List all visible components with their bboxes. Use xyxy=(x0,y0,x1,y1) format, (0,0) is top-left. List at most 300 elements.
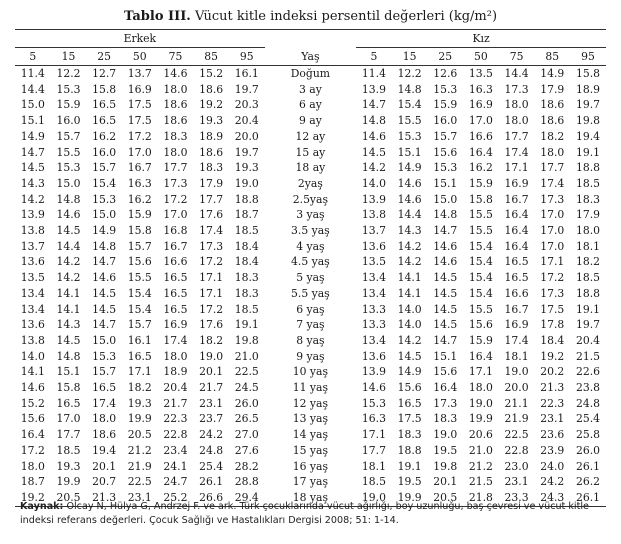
male-value-cell: 18.3 xyxy=(234,286,259,300)
table-row xyxy=(15,145,606,161)
male-value-cell: 16.5 xyxy=(163,286,188,300)
female-value-cell: 13.8 xyxy=(361,208,386,222)
female-value-cell: 24.0 xyxy=(540,459,565,473)
female-value-cell: 18.6 xyxy=(540,98,565,112)
male-value-cell: 15.7 xyxy=(92,161,117,175)
male-value-cell: 17.1 xyxy=(127,365,152,379)
female-value-cell: 18.5 xyxy=(576,176,601,190)
female-value-cell: 26.2 xyxy=(576,475,601,489)
female-value-cell: 14.2 xyxy=(397,333,422,347)
table-row xyxy=(15,443,606,459)
female-value-cell: 14.6 xyxy=(397,192,422,206)
female-value-cell: 14.1 xyxy=(397,286,422,300)
female-value-cell: 19.0 xyxy=(468,396,493,410)
female-value-cell: 18.1 xyxy=(361,459,386,473)
female-value-cell: 15.4 xyxy=(468,239,493,253)
female-value-cell: 17.9 xyxy=(576,208,601,222)
female-value-cell: 18.3 xyxy=(576,192,601,206)
female-value-cell: 13.6 xyxy=(361,239,386,253)
female-value-cell: 15.4 xyxy=(468,286,493,300)
age-cell: 15 yaş xyxy=(292,443,329,457)
male-value-cell: 16.2 xyxy=(127,192,152,206)
group-female: Kız xyxy=(356,30,606,48)
male-value-cell: 16.3 xyxy=(127,176,152,190)
male-value-cell: 18.6 xyxy=(92,428,117,442)
female-value-cell: 14.2 xyxy=(397,255,422,269)
table-row xyxy=(15,97,606,113)
table-row xyxy=(15,364,606,380)
age-cell: 18 ay xyxy=(295,161,326,175)
male-value-cell: 15.0 xyxy=(92,333,117,347)
male-value-cell: 19.4 xyxy=(92,443,117,457)
table-row xyxy=(15,254,606,270)
male-value-cell: 19.3 xyxy=(234,161,259,175)
male-value-cell: 18.5 xyxy=(234,224,259,238)
male-value-cell: 14.1 xyxy=(20,365,45,379)
female-value-cell: 18.1 xyxy=(504,349,529,363)
male-value-cell: 24.5 xyxy=(234,381,259,395)
female-value-cell: 14.2 xyxy=(361,161,386,175)
male-value-cell: 15.7 xyxy=(92,365,117,379)
female-value-cell: 23.0 xyxy=(504,459,529,473)
male-value-cell: 18.5 xyxy=(56,443,81,457)
male-value-cell: 29.4 xyxy=(229,490,265,506)
female-value-cell: 19.0 xyxy=(504,365,529,379)
female-value-cell: 12.2 xyxy=(397,67,422,80)
male-value-cell: 18.3 xyxy=(234,271,259,285)
female-value-cell: 24.3 xyxy=(534,490,570,506)
female-value-cell: 20.4 xyxy=(576,333,601,347)
table-row xyxy=(15,66,606,82)
female-value-cell: 17.0 xyxy=(540,208,565,222)
female-value-cell: 15.9 xyxy=(468,176,493,190)
male-value-cell: 18.3 xyxy=(163,129,188,143)
male-value-cell: 19.3 xyxy=(56,459,81,473)
female-value-cell: 14.5 xyxy=(433,302,458,316)
female-value-cell: 17.4 xyxy=(504,333,529,347)
female-value-cell: 15.4 xyxy=(397,98,422,112)
male-value-cell: 16.9 xyxy=(127,82,152,96)
female-value-cell: 21.9 xyxy=(504,412,529,426)
male-value-cell: 17.6 xyxy=(199,208,224,222)
male-value-cell: 14.5 xyxy=(56,224,81,238)
male-value-cell: 16.5 xyxy=(163,271,188,285)
age-cell: 12 ay xyxy=(295,129,326,143)
male-value-cell: 14.3 xyxy=(56,318,81,332)
female-value-cell: 17.4 xyxy=(504,145,529,159)
male-value-cell: 26.5 xyxy=(234,412,259,426)
female-value-cell: 16.9 xyxy=(468,98,493,112)
female-value-cell: 12.6 xyxy=(433,67,458,80)
male-value-cell: 13.8 xyxy=(20,333,45,347)
female-value-cell: 18.8 xyxy=(576,286,601,300)
male-value-cell: 16.7 xyxy=(163,239,188,253)
male-value-cell: 21.7 xyxy=(199,381,224,395)
male-value-cell: 19.1 xyxy=(234,318,259,332)
male-value-cell: 26.0 xyxy=(234,396,259,410)
male-value-cell: 14.1 xyxy=(56,286,81,300)
female-value-cell: 23.3 xyxy=(499,490,535,506)
female-value-cell: 19.9 xyxy=(392,490,428,506)
female-value-cell: 16.4 xyxy=(468,349,493,363)
bmi-percentile-table xyxy=(15,29,606,507)
male-value-cell: 22.5 xyxy=(234,365,259,379)
female-value-cell: 19.0 xyxy=(433,428,458,442)
male-value-cell: 23.4 xyxy=(163,443,188,457)
male-value-cell: 16.5 xyxy=(163,302,188,316)
age-cell: 4.5 yaş xyxy=(291,255,330,269)
male-value-cell: 15.6 xyxy=(127,255,152,269)
female-value-cell: 21.3 xyxy=(540,381,565,395)
male-value-cell: 14.5 xyxy=(20,161,45,175)
female-value-cell: 23.9 xyxy=(540,443,565,457)
male-value-cell: 15.0 xyxy=(92,208,117,222)
male-value-cell: 28.8 xyxy=(234,475,259,489)
female-value-cell: 18.6 xyxy=(540,114,565,128)
source-label: Kaynak: xyxy=(20,501,64,512)
female-value-cell: 17.8 xyxy=(540,318,565,332)
female-value-cell: 18.0 xyxy=(504,98,529,112)
age-cell: 2yaş xyxy=(297,176,323,190)
male-value-cell: 14.1 xyxy=(56,302,81,316)
col-header-female: 75 xyxy=(499,48,535,66)
male-value-cell: 15.0 xyxy=(56,176,81,190)
table-title xyxy=(0,9,621,24)
female-value-cell: 18.8 xyxy=(397,443,422,457)
male-value-cell: 25.4 xyxy=(199,459,224,473)
male-value-cell: 18.0 xyxy=(92,412,117,426)
female-value-cell: 13.4 xyxy=(361,333,386,347)
female-value-cell: 18.2 xyxy=(540,129,565,143)
male-value-cell: 18.0 xyxy=(163,145,188,159)
female-value-cell: 13.6 xyxy=(361,349,386,363)
female-value-cell: 21.1 xyxy=(504,396,529,410)
female-value-cell: 18.2 xyxy=(576,255,601,269)
male-value-cell: 19.8 xyxy=(234,333,259,347)
male-value-cell: 18.0 xyxy=(20,459,45,473)
female-value-cell: 15.5 xyxy=(397,114,422,128)
group-spacer xyxy=(265,30,356,48)
male-value-cell: 15.8 xyxy=(56,381,81,395)
table-row xyxy=(15,317,606,333)
female-value-cell: 22.3 xyxy=(540,396,565,410)
female-value-cell: 16.4 xyxy=(504,239,529,253)
male-value-cell: 18.7 xyxy=(234,208,259,222)
female-value-cell: 22.8 xyxy=(504,443,529,457)
male-value-cell: 15.9 xyxy=(56,98,81,112)
table-row xyxy=(15,411,606,427)
male-value-cell: 18.6 xyxy=(199,82,224,96)
male-value-cell: 15.2 xyxy=(20,396,45,410)
table-row xyxy=(15,160,606,176)
female-value-cell: 14.3 xyxy=(397,224,422,238)
female-value-cell: 14.7 xyxy=(361,98,386,112)
table-row xyxy=(15,396,606,412)
male-value-cell: 19.2 xyxy=(199,98,224,112)
male-value-cell: 18.9 xyxy=(163,365,188,379)
female-value-cell: 19.7 xyxy=(576,318,601,332)
group-header-row xyxy=(15,30,606,48)
female-value-cell: 18.9 xyxy=(576,82,601,96)
male-value-cell: 15.4 xyxy=(127,302,152,316)
col-header-female: 5 xyxy=(356,48,392,66)
male-value-cell: 14.8 xyxy=(56,192,81,206)
female-value-cell: 14.9 xyxy=(397,161,422,175)
female-value-cell: 18.3 xyxy=(397,428,422,442)
female-value-cell: 17.1 xyxy=(504,161,529,175)
female-value-cell: 15.3 xyxy=(433,161,458,175)
male-value-cell: 19.7 xyxy=(234,82,259,96)
male-value-cell: 17.0 xyxy=(56,412,81,426)
male-value-cell: 16.0 xyxy=(92,145,117,159)
male-value-cell: 14.3 xyxy=(20,176,45,190)
male-value-cell: 17.1 xyxy=(199,286,224,300)
male-value-cell: 17.2 xyxy=(199,255,224,269)
female-value-cell: 14.6 xyxy=(397,176,422,190)
female-value-cell: 19.0 xyxy=(356,490,392,506)
male-value-cell: 21.9 xyxy=(127,459,152,473)
male-value-cell: 24.2 xyxy=(199,428,224,442)
table-row xyxy=(15,474,606,490)
male-value-cell: 16.8 xyxy=(163,224,188,238)
female-value-cell: 13.3 xyxy=(361,318,386,332)
male-value-cell: 15.1 xyxy=(20,114,45,128)
male-value-cell: 20.1 xyxy=(92,459,117,473)
male-value-cell: 14.5 xyxy=(92,302,117,316)
age-cell: 6 yaş xyxy=(296,302,325,316)
male-value-cell: 11.4 xyxy=(20,67,45,80)
male-value-cell: 19.3 xyxy=(199,114,224,128)
male-value-cell: 15.6 xyxy=(20,412,45,426)
table-title-lead: Tablo III. xyxy=(123,9,191,24)
female-value-cell: 17.3 xyxy=(504,82,529,96)
male-value-cell: 19.3 xyxy=(127,396,152,410)
male-value-cell: 13.6 xyxy=(20,255,45,269)
female-value-cell: 16.4 xyxy=(504,224,529,238)
female-value-cell: 16.4 xyxy=(468,145,493,159)
male-value-cell: 17.1 xyxy=(199,271,224,285)
table-row xyxy=(15,459,606,475)
female-value-cell: 26.0 xyxy=(576,443,601,457)
male-value-cell: 16.4 xyxy=(20,428,45,442)
female-value-cell: 14.6 xyxy=(361,381,386,395)
female-value-cell: 14.5 xyxy=(433,318,458,332)
female-value-cell: 20.2 xyxy=(540,365,565,379)
male-value-cell: 22.5 xyxy=(127,475,152,489)
male-value-cell: 15.8 xyxy=(127,224,152,238)
age-cell: 10 yaş xyxy=(292,365,329,379)
female-value-cell: 19.4 xyxy=(576,129,601,143)
male-value-cell: 20.4 xyxy=(234,114,259,128)
male-value-cell: 18.2 xyxy=(199,333,224,347)
male-value-cell: 14.8 xyxy=(56,349,81,363)
male-value-cell: 15.3 xyxy=(56,82,81,96)
female-value-cell: 14.6 xyxy=(361,129,386,143)
male-value-cell: 17.2 xyxy=(199,302,224,316)
col-header-female: 50 xyxy=(463,48,499,66)
female-value-cell: 21.0 xyxy=(468,443,493,457)
female-value-cell: 19.7 xyxy=(576,98,601,112)
male-value-cell: 16.5 xyxy=(92,381,117,395)
male-value-cell: 15.3 xyxy=(92,192,117,206)
male-value-cell: 16.1 xyxy=(234,67,259,80)
column-header-row xyxy=(15,48,606,66)
female-value-cell: 15.1 xyxy=(433,176,458,190)
male-value-cell: 19.0 xyxy=(199,349,224,363)
female-value-cell: 14.5 xyxy=(433,286,458,300)
female-value-cell: 15.8 xyxy=(576,67,601,80)
male-value-cell: 16.0 xyxy=(56,114,81,128)
female-value-cell: 17.7 xyxy=(504,129,529,143)
female-value-cell: 13.5 xyxy=(468,67,493,80)
female-value-cell: 13.4 xyxy=(361,286,386,300)
female-value-cell: 18.4 xyxy=(540,333,565,347)
female-value-cell: 18.1 xyxy=(576,239,601,253)
male-value-cell: 16.6 xyxy=(163,255,188,269)
male-value-cell: 14.6 xyxy=(92,271,117,285)
age-cell: 9 ay xyxy=(298,114,322,128)
female-value-cell: 16.4 xyxy=(504,208,529,222)
female-value-cell: 18.5 xyxy=(576,271,601,285)
male-value-cell: 17.3 xyxy=(163,176,188,190)
female-value-cell: 24.2 xyxy=(540,475,565,489)
female-value-cell: 16.6 xyxy=(468,129,493,143)
female-value-cell: 26.1 xyxy=(576,459,601,473)
female-value-cell: 16.0 xyxy=(433,114,458,128)
male-value-cell: 14.6 xyxy=(20,381,45,395)
table-row xyxy=(15,129,606,145)
male-value-cell: 18.2 xyxy=(127,381,152,395)
female-value-cell: 25.8 xyxy=(576,428,601,442)
male-value-cell: 15.9 xyxy=(127,208,152,222)
female-value-cell: 16.9 xyxy=(504,176,529,190)
male-value-cell: 18.9 xyxy=(199,129,224,143)
male-value-cell: 15.5 xyxy=(56,145,81,159)
female-value-cell: 19.5 xyxy=(397,475,422,489)
male-value-cell: 12.2 xyxy=(56,67,81,80)
male-value-cell: 20.1 xyxy=(199,365,224,379)
female-value-cell: 21.5 xyxy=(468,475,493,489)
female-value-cell: 20.0 xyxy=(504,381,529,395)
male-value-cell: 23.1 xyxy=(199,396,224,410)
female-value-cell: 16.7 xyxy=(504,192,529,206)
female-value-cell: 14.8 xyxy=(361,114,386,128)
female-value-cell: 19.1 xyxy=(397,459,422,473)
male-value-cell: 14.8 xyxy=(92,239,117,253)
female-value-cell: 17.1 xyxy=(540,255,565,269)
male-value-cell: 26.1 xyxy=(199,475,224,489)
female-value-cell: 23.1 xyxy=(504,475,529,489)
age-cell: 17 yaş xyxy=(292,475,329,489)
male-value-cell: 17.5 xyxy=(127,98,152,112)
female-value-cell: 13.3 xyxy=(361,302,386,316)
age-cell: 3 yaş xyxy=(296,208,325,222)
male-value-cell: 14.5 xyxy=(56,333,81,347)
male-value-cell: 15.3 xyxy=(92,349,117,363)
female-value-cell: 14.5 xyxy=(433,271,458,285)
male-value-cell: 15.2 xyxy=(199,67,224,80)
male-value-cell: 16.5 xyxy=(92,98,117,112)
female-value-cell: 15.6 xyxy=(433,145,458,159)
table-title-text: Vücut kitle indeksi persentil değerleri (kg/m²) xyxy=(194,9,498,24)
female-value-cell: 15.9 xyxy=(433,98,458,112)
female-value-cell: 17.7 xyxy=(540,161,565,175)
col-header-male: 25 xyxy=(86,48,122,66)
female-value-cell: 15.6 xyxy=(468,318,493,332)
female-value-cell: 23.6 xyxy=(540,428,565,442)
male-value-cell: 15.5 xyxy=(127,271,152,285)
female-value-cell: 16.3 xyxy=(468,82,493,96)
col-header-male: 95 xyxy=(229,48,265,66)
female-value-cell: 16.7 xyxy=(504,302,529,316)
female-value-cell: 13.9 xyxy=(361,192,386,206)
female-value-cell: 17.4 xyxy=(540,176,565,190)
male-value-cell: 22.3 xyxy=(163,412,188,426)
female-value-cell: 13.7 xyxy=(361,224,386,238)
male-value-cell: 13.5 xyxy=(20,271,45,285)
male-value-cell: 15.4 xyxy=(92,176,117,190)
female-value-cell: 15.0 xyxy=(433,192,458,206)
male-value-cell: 17.2 xyxy=(163,192,188,206)
age-cell: 12 yaş xyxy=(292,396,329,410)
age-cell: 3.5 yaş xyxy=(291,224,330,238)
female-value-cell: 14.6 xyxy=(433,255,458,269)
male-value-cell: 19.9 xyxy=(56,475,81,489)
female-value-cell: 15.5 xyxy=(468,302,493,316)
female-value-cell: 17.0 xyxy=(540,224,565,238)
table-row xyxy=(15,333,606,349)
female-value-cell: 15.1 xyxy=(397,145,422,159)
male-value-cell: 22.8 xyxy=(163,428,188,442)
male-value-cell: 13.9 xyxy=(20,208,45,222)
female-value-cell: 14.2 xyxy=(397,239,422,253)
male-value-cell: 12.7 xyxy=(92,67,117,80)
female-value-cell: 18.3 xyxy=(433,412,458,426)
female-value-cell: 13.9 xyxy=(361,365,386,379)
male-value-cell: 18.0 xyxy=(163,82,188,96)
female-value-cell: 16.6 xyxy=(504,286,529,300)
age-cell: 15 ay xyxy=(295,145,326,159)
col-header-female: 95 xyxy=(570,48,606,66)
male-value-cell: 23.1 xyxy=(122,490,158,506)
group-male: Erkek xyxy=(15,30,265,48)
female-value-cell: 19.5 xyxy=(433,443,458,457)
female-value-cell: 15.7 xyxy=(433,129,458,143)
male-value-cell: 16.2 xyxy=(92,129,117,143)
male-value-cell: 14.7 xyxy=(92,255,117,269)
age-cell: 3 ay xyxy=(298,82,322,96)
male-value-cell: 16.5 xyxy=(56,396,81,410)
female-value-cell: 17.3 xyxy=(540,286,565,300)
age-cell: 11 yaş xyxy=(292,381,329,395)
male-value-cell: 14.4 xyxy=(56,239,81,253)
female-value-cell: 14.6 xyxy=(433,239,458,253)
female-value-cell: 24.8 xyxy=(576,396,601,410)
male-value-cell: 18.6 xyxy=(163,114,188,128)
female-value-cell: 18.0 xyxy=(576,224,601,238)
female-value-cell: 14.5 xyxy=(361,145,386,159)
table-row xyxy=(15,349,606,365)
female-value-cell: 19.1 xyxy=(576,302,601,316)
male-value-cell: 18.4 xyxy=(234,255,259,269)
male-value-cell: 14.7 xyxy=(92,318,117,332)
male-value-cell: 18.6 xyxy=(199,145,224,159)
female-value-cell: 14.4 xyxy=(397,208,422,222)
female-value-cell: 20.6 xyxy=(468,428,493,442)
male-value-cell: 14.2 xyxy=(56,255,81,269)
age-cell: 5 yaş xyxy=(296,271,325,285)
male-value-cell: 24.7 xyxy=(163,475,188,489)
